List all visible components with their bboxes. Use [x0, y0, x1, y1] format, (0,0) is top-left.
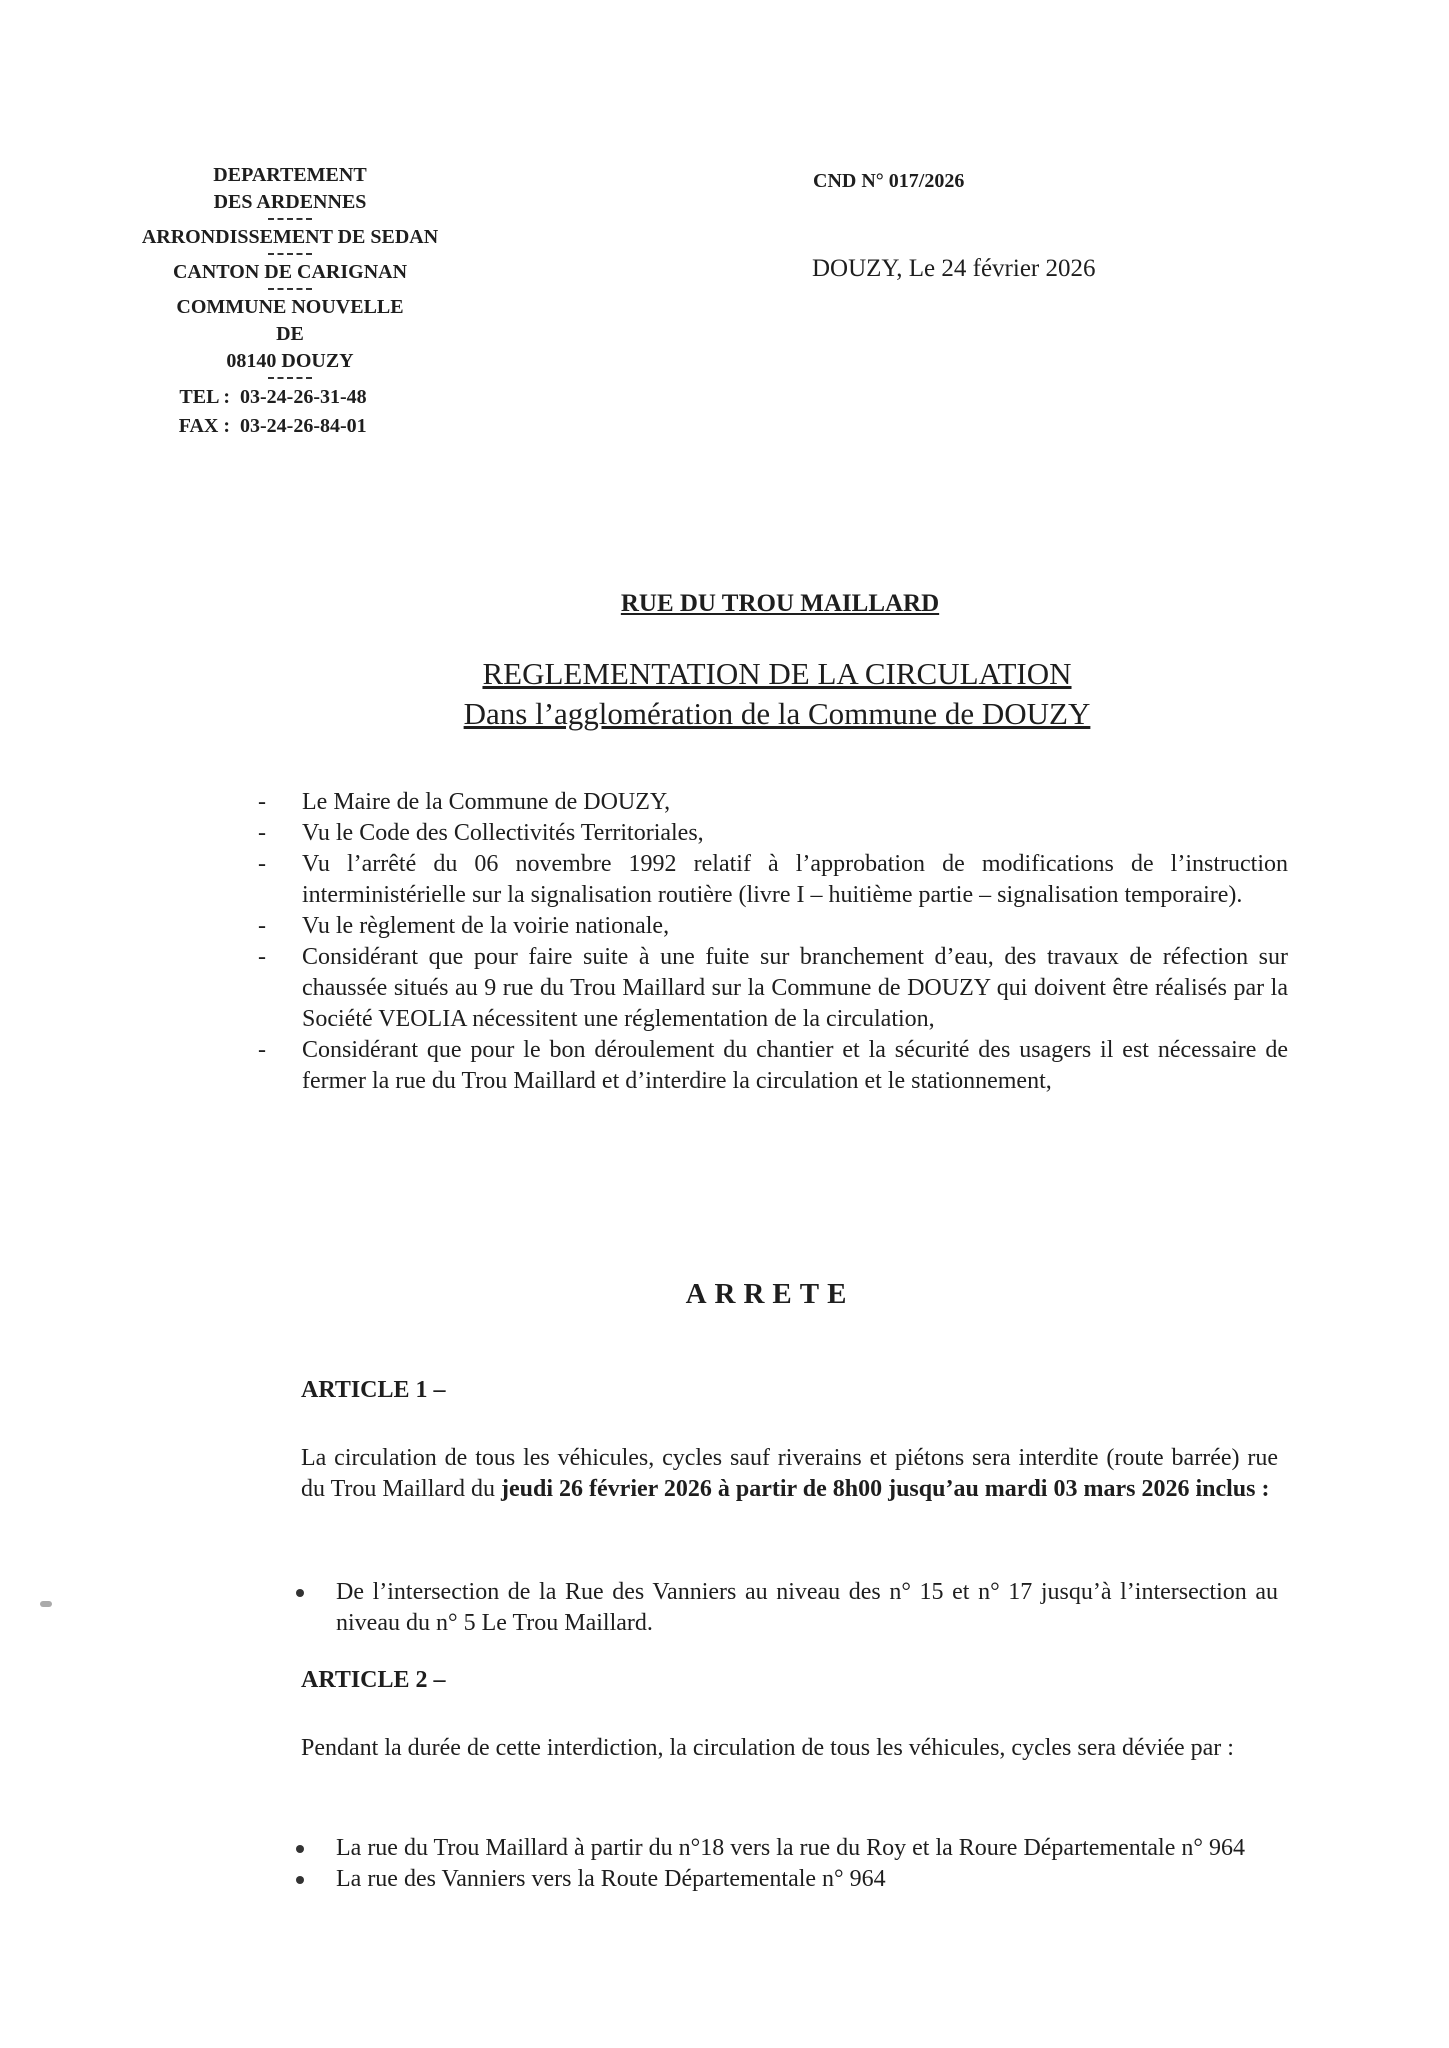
article-1-text: La circulation de tous les véhicules, cycles sauf riverains et piétons sera interdite (route barrée) rue du Trou Maillard du jeudi 26 février 2026 à partir de 8h00 jusqu’au mardi 03 mars 2026 inclus :	[301, 1445, 1278, 1502]
bullet-icon	[296, 1589, 304, 1597]
article-2-text: Pendant la durée de cette interdiction, la circulation de tous les véhicules, cycles sera déviée par :	[301, 1735, 1234, 1761]
place-date: DOUZY, Le 24 février 2026	[812, 255, 1096, 282]
scan-speck	[40, 1601, 52, 1607]
preamble-item: - Considérant que pour le bon déroulement du chantier et la sécurité des usagers il est nécessaire de fermer la rue du Trou Maillard et d’interdire la circulation et le stationnement,	[258, 1037, 1288, 1094]
article-2-bullets	[296, 1833, 1278, 1895]
separator	[268, 253, 312, 255]
arrete-heading: ARRETE	[685, 1278, 855, 1310]
dash-marker: -	[258, 851, 266, 877]
canton: CANTON DE CARIGNAN	[172, 261, 408, 283]
street-title: RUE DU TROU MAILLARD	[620, 590, 940, 617]
dash-marker: -	[258, 1037, 266, 1063]
dash-marker: -	[258, 820, 266, 846]
tel-label: TEL :	[179, 386, 230, 408]
preamble-item: - Le Maire de la Commune de DOUZY,	[258, 787, 1288, 818]
preamble-item: - Vu le Code des Collectivités Territoriales,	[258, 818, 1288, 849]
department-label: DEPARTEMENT	[213, 164, 367, 186]
contact-tel	[100, 383, 480, 412]
separator	[268, 218, 312, 220]
separator	[268, 377, 312, 379]
commune-line-2: DE	[276, 323, 304, 345]
reference-number: CND N° 017/2026	[813, 170, 965, 192]
commune-line-1: COMMUNE NOUVELLE	[176, 296, 404, 318]
document-subtitle: Dans l’agglomération de la Commune de DOUZY	[463, 696, 1091, 731]
arrondissement: ARRONDISSEMENT DE SEDAN	[141, 226, 439, 248]
article-1-heading: ARTICLE 1 –	[301, 1377, 446, 1403]
bullet-item: La rue du Trou Maillard à partir du n°18 vers la rue du Roy et la Roure Départementale n° 964	[296, 1833, 1278, 1864]
bullet-item: De l’intersection de la Rue des Vanniers au niveau des n° 15 et n° 17 jusqu’à l’intersection au niveau du n° 5 Le Trou Maillard.	[296, 1577, 1278, 1639]
department-name: DES ARDENNES	[213, 191, 367, 213]
bullet-icon	[296, 1845, 304, 1853]
fax-label: FAX :	[178, 415, 230, 437]
contact-fax	[100, 412, 480, 441]
dash-marker: -	[258, 789, 266, 815]
bullet-icon	[296, 1876, 304, 1884]
preamble-item: - Vu l’arrêté du 06 novembre 1992 relatif à l’approbation de modifications de l’instruction interministérielle sur la signalisation routière (livre I – huitième partie – signalisation temporaire).	[258, 851, 1288, 908]
article-2-heading: ARTICLE 2 –	[301, 1667, 446, 1693]
preamble-item: - Considérant que pour faire suite à une fuite sur branchement d’eau, des travaux de réfection sur chaussée situés au 9 rue du Trou Maillard sur la Commune de DOUZY qui doivent être réalisés par la Société VEOLIA nécessitent une réglementation de la circulation,	[258, 944, 1288, 1032]
article-1-bullets	[296, 1577, 1278, 1639]
preamble-list	[258, 787, 1288, 1097]
separator	[268, 288, 312, 290]
dash-marker: -	[258, 913, 266, 939]
commune-line-3: 08140 DOUZY	[226, 350, 354, 372]
fax-value: 03-24-26-84-01	[240, 415, 367, 437]
document-title: REGLEMENTATION DE LA CIRCULATION	[482, 656, 1072, 691]
dash-marker: -	[258, 944, 266, 970]
article-1-dates: jeudi 26 février 2026 à partir de 8h00 jusqu’au mardi 03 mars 2026 inclus :	[501, 1476, 1270, 1502]
tel-value: 03-24-26-31-48	[240, 386, 367, 408]
issuer-block	[100, 162, 480, 441]
preamble-item: - Vu le règlement de la voirie nationale,	[258, 911, 1288, 942]
bullet-item: La rue des Vanniers vers la Route Départementale n° 964	[296, 1864, 1278, 1895]
